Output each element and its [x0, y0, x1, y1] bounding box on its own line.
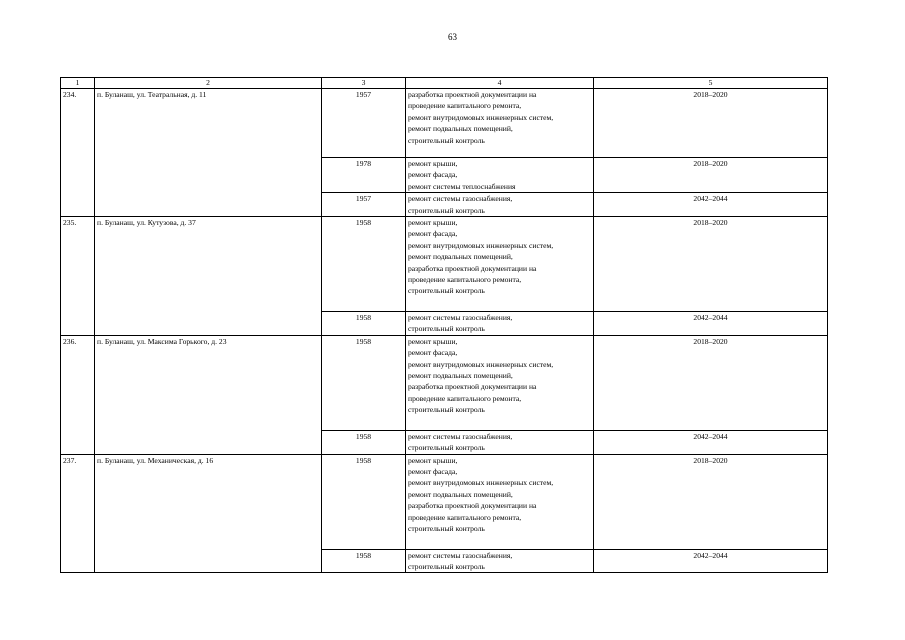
works-cell: [406, 158, 594, 193]
works-cell: [406, 89, 594, 158]
table-body: [61, 78, 828, 573]
page-number: 63: [448, 32, 457, 42]
work-item: проведение капитального ремонта,: [408, 512, 522, 522]
work-item: строительный контроль: [408, 286, 485, 296]
column-number-row: [61, 78, 828, 89]
address-cell: п. Буланаш, ул. Максима Горького, д. 23: [95, 335, 322, 454]
period-cell: 2018–2020: [594, 335, 828, 430]
column-header-2: 2: [95, 78, 322, 89]
work-item: разработка проектной документации на: [408, 90, 537, 99]
work-item: ремонт системы теплоснабжения: [408, 181, 516, 191]
period-cell: 2018–2020: [594, 217, 828, 312]
row-number: 236.: [61, 335, 95, 454]
works-cell: [406, 312, 594, 336]
row-number: 234.: [61, 89, 95, 217]
work-item: ремонт фасада,: [408, 348, 458, 358]
address-cell: п. Буланаш, ул. Театральная, д. 11: [95, 89, 322, 217]
work-item: разработка проектной документации на: [408, 501, 537, 511]
work-item: проведение капитального ремонта,: [408, 101, 522, 111]
period-cell: 2042–2044: [594, 430, 828, 454]
work-item: ремонт подвальных помещений,: [408, 124, 513, 134]
work-item: разработка проектной документации на: [408, 263, 537, 273]
work-item: ремонт внутридомовых инженерных систем,: [408, 240, 554, 250]
work-item: ремонт системы газоснабжения,: [408, 550, 513, 560]
period-cell: 2042–2044: [594, 312, 828, 336]
works-cell: [406, 335, 594, 430]
work-item: ремонт фасада,: [408, 170, 458, 180]
year-cell: 1978: [322, 158, 406, 193]
work-item: строительный контроль: [408, 135, 485, 145]
year-cell: 1958: [322, 549, 406, 573]
work-item: строительный контроль: [408, 562, 485, 572]
work-item: проведение капитального ремонта,: [408, 393, 522, 403]
work-item: ремонт подвальных помещений,: [408, 252, 513, 262]
work-item: строительный контроль: [408, 524, 485, 534]
address-cell: п. Буланаш, ул. Механическая, д. 16: [95, 454, 322, 573]
column-header-5: 5: [594, 78, 828, 89]
work-item: ремонт крыши,: [408, 455, 458, 465]
address-cell: п. Буланаш, ул. Кутузова, д. 37: [95, 217, 322, 336]
column-header-3: 3: [322, 78, 406, 89]
year-cell: 1957: [322, 89, 406, 158]
year-cell: 1958: [322, 312, 406, 336]
column-header-1: 1: [61, 78, 95, 89]
work-item: ремонт крыши,: [408, 336, 458, 346]
work-item: ремонт фасада,: [408, 467, 458, 477]
work-item: ремонт системы газоснабжения,: [408, 431, 513, 441]
capital-repair-table: [60, 77, 828, 573]
work-item: ремонт подвальных помещений,: [408, 489, 513, 499]
year-cell: 1958: [322, 454, 406, 549]
work-item: ремонт подвальных помещений,: [408, 371, 513, 381]
period-cell: 2042–2044: [594, 193, 828, 217]
works-cell: [406, 454, 594, 549]
work-item: ремонт системы газоснабжения,: [408, 194, 513, 204]
work-item: ремонт внутридомовых инженерных систем,: [408, 112, 554, 122]
work-item: ремонт крыши,: [408, 159, 458, 168]
works-cell: [406, 430, 594, 454]
work-item: ремонт фасада,: [408, 229, 458, 239]
work-item: ремонт крыши,: [408, 218, 458, 228]
year-cell: 1957: [322, 193, 406, 217]
year-cell: 1958: [322, 217, 406, 312]
works-cell: [406, 549, 594, 573]
table-row: [61, 217, 828, 312]
work-item: ремонт внутридомовых инженерных систем,: [408, 359, 554, 369]
work-item: строительный контроль: [408, 205, 485, 215]
work-item: разработка проектной документации на: [408, 382, 537, 392]
table-row: [61, 335, 828, 430]
table-row: [61, 454, 828, 549]
works-cell: [406, 193, 594, 217]
row-number: 237.: [61, 454, 95, 573]
work-item: ремонт системы газоснабжения,: [408, 313, 513, 323]
year-cell: 1958: [322, 430, 406, 454]
work-item: ремонт внутридомовых инженерных систем,: [408, 478, 554, 488]
period-cell: 2018–2020: [594, 89, 828, 158]
column-header-4: 4: [406, 78, 594, 89]
work-item: строительный контроль: [408, 443, 485, 453]
work-item: строительный контроль: [408, 405, 485, 415]
period-cell: 2042–2044: [594, 549, 828, 573]
year-cell: 1958: [322, 335, 406, 430]
period-cell: 2018–2020: [594, 454, 828, 549]
period-cell: 2018–2020: [594, 158, 828, 193]
work-item: проведение капитального ремонта,: [408, 275, 522, 285]
work-item: строительный контроль: [408, 324, 485, 334]
table-row: [61, 89, 828, 158]
row-number: 235.: [61, 217, 95, 336]
works-cell: [406, 217, 594, 312]
